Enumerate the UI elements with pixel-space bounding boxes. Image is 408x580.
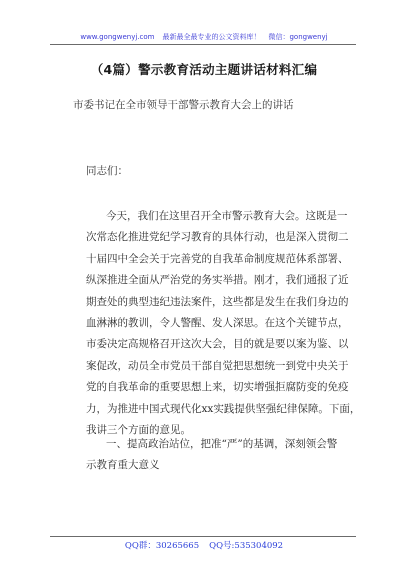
paragraph-line: 血淋淋的教训，令人警醒、发人深思。在这个关键节点， (86, 316, 349, 329)
paragraph-line: 今天，我们在这里召开全市警示教育大会。这既是一 (106, 210, 348, 222)
paragraph-line: 党的自我革命的重要思想上来，切实增强拒腐防变的免疫 (86, 381, 349, 394)
header-website-link[interactable]: www.gongwenyj.com (80, 33, 155, 41)
footer-qq-number: QQ号:535304092 (209, 541, 284, 551)
header-divider (50, 44, 356, 45)
header-slogan: 最新最全最专业的公文资料库！ (162, 33, 261, 41)
paragraph-line: 力，为推进中国式现代化xx实践提供坚强纪律保障。下面， (86, 402, 361, 415)
page-header (0, 32, 408, 42)
page-footer (0, 539, 408, 551)
paragraph-line: 十届四中全会关于完善党的自我革命制度规范体系部署、 (86, 252, 349, 265)
salutation: 同志们： (86, 165, 128, 177)
paragraph-line: 市委决定高规格召开这次大会，目的就是要以案为鉴、以 (86, 338, 349, 351)
paragraph-line: 纵深推进全面从严治党的务实举措。刚才，我们通报了近 (86, 274, 349, 287)
paragraph-line: 我讲三个方面的意见。 (86, 423, 191, 436)
section-heading-line: 一、提高政治站位，把准“严”的基调，深刻领会警 (106, 438, 338, 450)
paragraph-line: 次常态化推进党纪学习教育的具体行动，也是深入贯彻二 (86, 231, 349, 244)
header-wechat: 微信：gongwenyj (268, 33, 328, 41)
section-heading-line: 示教育重大意义 (86, 459, 160, 472)
document-title: （4篇）警示教育活动主题讲话材料汇编 (90, 62, 318, 77)
speech-subtitle: 市委书记在全市领导干部警示教育大会上的讲话 (73, 99, 294, 111)
footer-qq-group: QQ群：30265665 (124, 541, 200, 551)
footer-divider (50, 536, 356, 537)
body-paragraph (86, 206, 361, 441)
paragraph-line: 期查处的典型违纪违法案件，这些都是发生在我们身边的 (86, 295, 349, 308)
paragraph-line: 案促改，动员全市党员干部自觉把思想统一到党中央关于 (86, 359, 349, 372)
section-heading (86, 434, 348, 477)
